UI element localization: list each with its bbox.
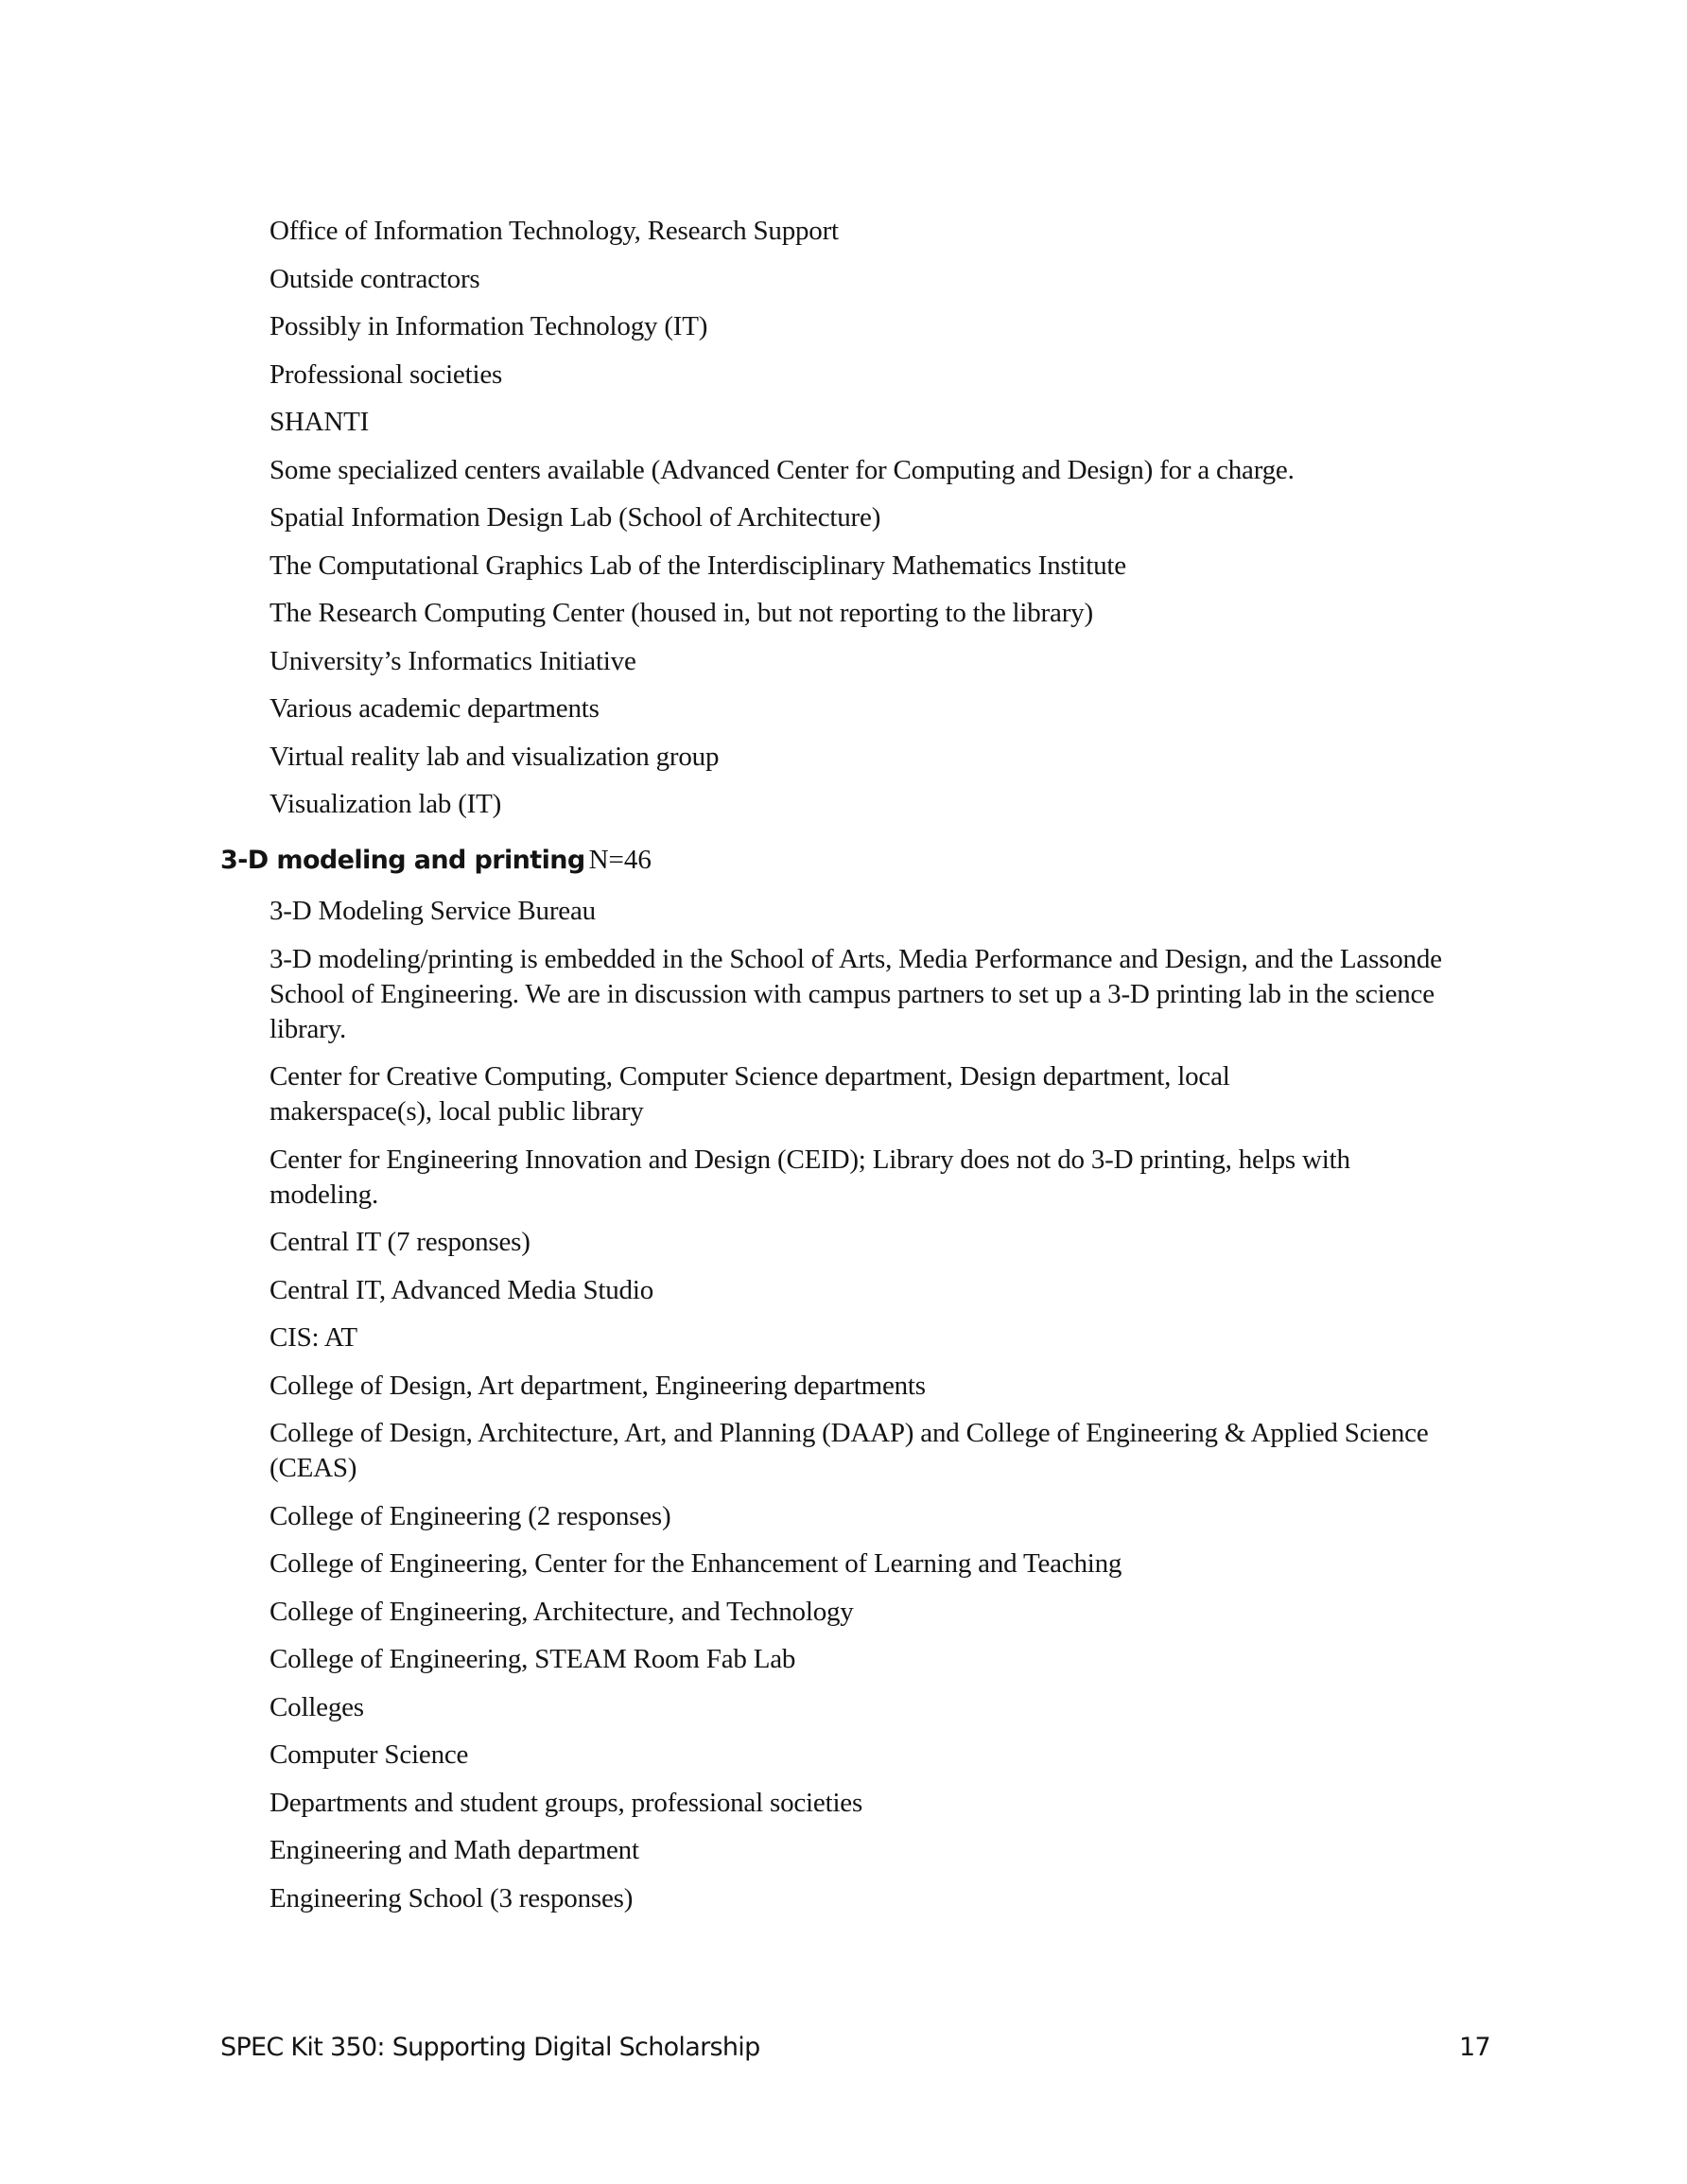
list-item: 3-D Modeling Service Bureau [270, 896, 596, 926]
list-item: Center for Creative Computing, Computer Science department, Design department, local makerspace(s), local public library [270, 1061, 1230, 1127]
list-item: College of Design, Art department, Engineering departments [270, 1370, 926, 1401]
list-item: The Computational Graphics Lab of the Interdisciplinary Mathematics Institute [270, 550, 1126, 581]
list-item: Office of Information Technology, Research Support [270, 216, 839, 246]
list-item: Visualization lab (IT) [270, 789, 502, 819]
list-item: CIS: AT [270, 1322, 357, 1353]
list-item: Central IT (7 responses) [270, 1227, 530, 1257]
footer-title: SPEC Kit 350: Supporting Digital Scholarship [220, 2033, 760, 2062]
list-item: Central IT, Advanced Media Studio [270, 1274, 654, 1305]
list-item: College of Design, Architecture, Art, and Planning (DAAP) and College of Engineering & Applied Science (CEAS) [270, 1418, 1429, 1483]
section-title: 3-D modeling and printing [220, 846, 585, 875]
list-item: University’s Informatics Initiative [270, 645, 636, 676]
list-item: SHANTI [270, 407, 370, 437]
list-item: College of Engineering, STEAM Room Fab Lab [270, 1644, 796, 1674]
list-item: Engineering School (3 responses) [270, 1882, 634, 1913]
list-item: Virtual reality lab and visualization group [270, 741, 720, 772]
list-item: Engineering and Math department [270, 1835, 639, 1865]
list-item: Colleges [270, 1691, 364, 1722]
list-item: College of Engineering, Architecture, and Technology [270, 1596, 854, 1627]
list-top [220, 214, 1497, 822]
section-count: N=46 [588, 845, 652, 875]
section-heading [220, 843, 1497, 882]
list-item: Center for Engineering Innovation and Design (CEID); Library does not do 3-D printing, helps with modeling. [270, 1144, 1350, 1210]
list-item: Computer Science [270, 1739, 469, 1770]
page-number: 17 [1459, 2033, 1490, 2062]
list-item: College of Engineering, Center for the Enhancement of Learning and Teaching [270, 1548, 1122, 1579]
page-footer [220, 2029, 1490, 2067]
list-item: Departments and student groups, professional societies [270, 1787, 863, 1818]
list-item: Outside contractors [270, 263, 480, 294]
page-content [220, 214, 1497, 1929]
list-item: Possibly in Information Technology (IT) [270, 311, 708, 341]
list-item: Various academic departments [270, 693, 600, 724]
list-item: College of Engineering (2 responses) [270, 1500, 671, 1531]
list-item: Spatial Information Design Lab (School of Architecture) [270, 502, 881, 533]
list-item: 3-D modeling/printing is embedded in the School of Arts, Media Performance and Design, and the Lassonde School of Engineering. We are in discussion with campus partners to set up a 3-D printing lab in the science library. [270, 943, 1442, 1044]
section-list [220, 894, 1497, 1916]
list-item: Professional societies [270, 358, 503, 390]
list-item: Some specialized centers available (Advanced Center for Computing and Design) for a charge. [270, 454, 1295, 485]
list-item: The Research Computing Center (housed in, but not reporting to the library) [270, 598, 1093, 628]
